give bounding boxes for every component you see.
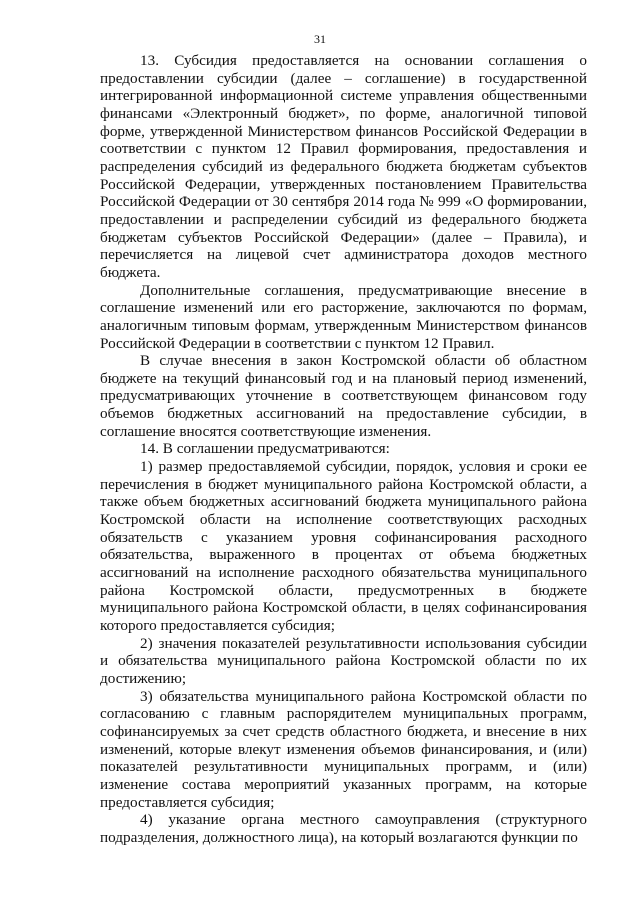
list-item-1: 1) размер предоставляемой субсидии, порядок, условия и сроки ее перечисления в бюджет муниципального района Костромской области, а также объем бюджетных ассигнований бюджета муниципального района Костромской области на исполнение соответствующих расходных обязательств с указанием уровня софинансирования расходного обязательства, выраженного в процентах от объема бюджетных ассигнований на исполнение расходного обязательства муниципального района Костромской области, предусмотренных в бюджете муниципального района Костромской области, в целях софинансирования которого предоставляется субсидия; — [100, 458, 587, 634]
paragraph-agreement-provisions-heading: 14. В соглашении предусматриваются: — [140, 440, 390, 458]
paragraph-budget-changes: В случае внесения в закон Костромской области об областном бюджете на текущий финансовый год и на плановый период изменений, предусматривающих уточнение в соответствующем финансовом году объемов бюджетных ассигнований на предоставление субсидии, в соглашение вносятся соответствующие изменения. — [100, 352, 587, 440]
document-body — [100, 52, 587, 847]
page-number: 31 — [314, 32, 326, 46]
paragraph-subsidy-agreement: 13. Субсидия предоставляется на основании соглашения о предоставлении субсидии (далее – соглашение) в государственной интегрированной информационной системе управления общественными финансами «Электронный бюджет», по форме, аналогичной типовой форме, утвержденной Министерством финансов Российской Федерации в соответствии с пунктом 12 Правил формирования, предоставления и распределения субсидий из федерального бюджета бюджетам субъектов Российской Федерации, утвержденных постановлением Правительства Российской Федерации от 30 сентября 2014 года № 999 «О формировании, предоставлении и распределении субсидий из федерального бюджета бюджетам субъектов Российской Федерации» (далее – Правила), и перечисляется на лицевой счет администратора доходов местного бюджета. — [100, 52, 587, 281]
paragraph-additional-agreements: Дополнительные соглашения, предусматривающие внесение в соглашение изменений или его расторжение, заключаются по формам, аналогичным типовым формам, утвержденным Министерством финансов Российской Федерации в соответствии с пунктом 12 Правил. — [100, 281, 587, 352]
list-item-4: 4) указание органа местного самоуправления (структурного подразделения, должностного лица), на который возлагаются функции по — [100, 811, 587, 846]
list-item-2: 2) значения показателей результативности использования субсидии и обязательства муниципального района Костромской области по их достижению; — [100, 634, 587, 687]
list-item-3: 3) обязательства муниципального района Костромской области по согласованию с главным распорядителем муниципальных программ, софинансируемых за счет средств областного бюджета, и внесение в них изменений, которые влекут изменения объемов финансирования, и (или) показателей результативности муниципальных программ, и (или) изменение состава мероприятий указанных программ, на которые предоставляется субсидия; — [100, 687, 587, 811]
